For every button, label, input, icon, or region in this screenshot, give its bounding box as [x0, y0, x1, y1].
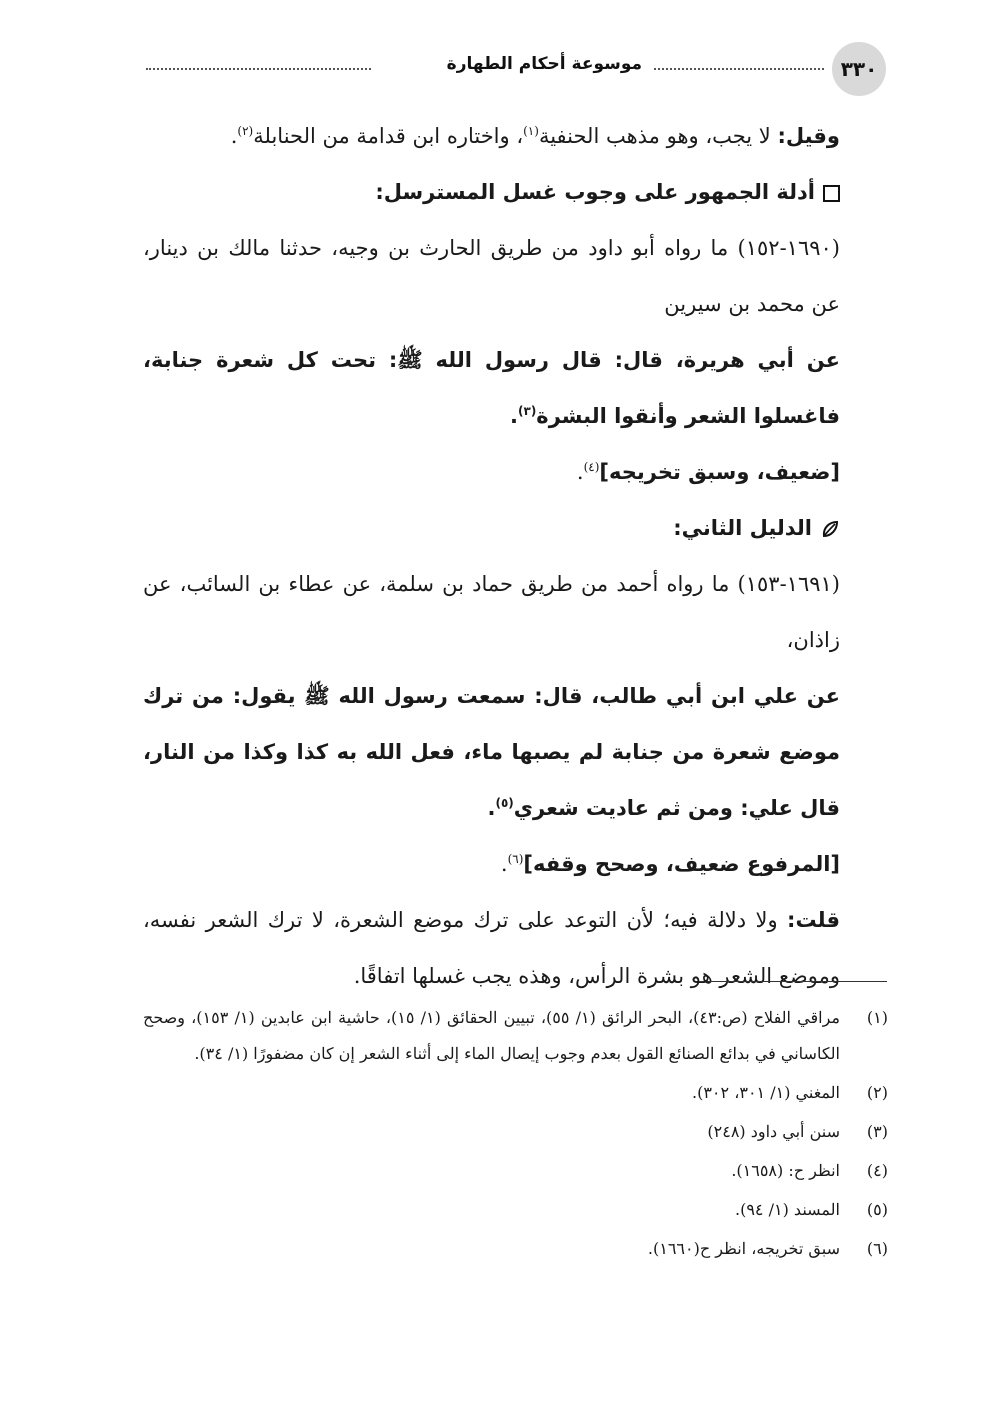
footnote-number: (١) — [866, 1008, 888, 1027]
footnote-text: المسند (١/ ٩٤). — [735, 1200, 840, 1219]
footnote-item — [143, 1192, 888, 1228]
footnote-item — [143, 1114, 888, 1150]
hadith2-matn-text: عن علي ابن أبي طالب، قال: سمعت رسول الله ﷺ يقول: من ترك موضع شعرة من جنابة لم يصبها ماء، فعل الله به كذا وكذا من النار، قال علي: ومن ثم عاديت شعري — [143, 684, 840, 820]
header-dotted-rule-left — [146, 68, 371, 70]
hadith2-grade — [143, 836, 888, 892]
footnote-ref-5[interactable]: (٥) — [495, 796, 514, 810]
hadith1-matn — [143, 332, 888, 444]
footnote-separator — [707, 981, 887, 982]
opinion-tail: . — [230, 124, 238, 148]
hadith1-grade — [143, 444, 888, 500]
footnote-text: المغني (١/ ٣٠١، ٣٠٢). — [692, 1083, 840, 1102]
footnotes — [143, 1000, 888, 1270]
hadith1-grade-tail: . — [576, 460, 584, 484]
main-text — [143, 108, 888, 1004]
footnote-ref-2[interactable]: (٢) — [237, 124, 254, 138]
footnote-text: سنن أبي داود (٢٤٨) — [707, 1122, 840, 1141]
conclusion-paragraph — [143, 892, 888, 1004]
footnote-number: (٣) — [866, 1122, 888, 1141]
checkbox-square-icon — [823, 185, 840, 202]
footnote-item — [143, 1153, 888, 1189]
footnote-number: (٢) — [866, 1083, 888, 1102]
hadith2-chain-text: (١٦٩١-١٥٣) ما رواه أحمد من طريق حماد بن سلمة، عن عطاء بن السائب، عن زاذان، — [143, 572, 840, 652]
page-number: ٣٣٠ — [832, 42, 886, 96]
footnote-ref-4[interactable]: (٤) — [583, 460, 600, 474]
footnote-item — [143, 1000, 888, 1072]
hadith1-matn-text: عن أبي هريرة، قال: قال رسول الله ﷺ: تحت كل شعرة جنابة، فاغسلوا الشعر وأنقوا البشرة — [143, 348, 840, 428]
footnote-number: (٥) — [866, 1200, 888, 1219]
footnote-number: (٦) — [866, 1239, 888, 1258]
hadith1-chain-text: (١٦٩٠-١٥٢) ما رواه أبو داود من طريق الحارث بن وجيه، حدثنا مالك بن دينار، عن محمد بن سيرين — [143, 236, 840, 316]
leaf-icon — [820, 519, 840, 539]
footnote-ref-3[interactable]: (٣) — [518, 404, 537, 418]
footnote-ref-1[interactable]: (١) — [523, 124, 539, 138]
footnote-ref-6[interactable]: (٦) — [507, 852, 524, 866]
opinion-text-a: لا يجب، وهو مذهب الحنفية — [538, 124, 778, 148]
section-heading — [143, 164, 888, 220]
hadith1-chain — [143, 220, 888, 332]
hadith2-grade-tail: . — [500, 852, 508, 876]
hadith1-tail: . — [510, 404, 518, 428]
section-heading-text: أدلة الجمهور على وجوب غسل المسترسل: — [375, 180, 815, 204]
opinion-lead: وقيل: — [777, 124, 840, 148]
book-title: موسوعة أحكام الطهارة — [446, 54, 642, 74]
sub-heading — [143, 500, 888, 556]
sub-heading-text: الدليل الثاني: — [673, 516, 812, 540]
footnote-text: انظر ح: (١٦٥٨). — [731, 1161, 840, 1180]
footnote-item — [143, 1231, 888, 1267]
footnote-item — [143, 1075, 888, 1111]
hadith1-grade-text: [ضعيف، وسبق تخريجه] — [599, 460, 840, 484]
hadith2-matn — [143, 668, 888, 836]
running-header — [140, 42, 886, 98]
conclusion-text: ولا دلالة فيه؛ لأن التوعد على ترك موضع الشعرة، لا ترك الشعر نفسه، وموضع الشعر هو بشرة الرأس، وهذه يجب غسلها اتفاقًا. — [143, 908, 840, 988]
paragraph-opinion — [143, 108, 888, 164]
footnote-text: مراقي الفلاح (ص:٤٣)، البحر الرائق (١/ ٥٥)، تبيين الحقائق (١/ ١٥)، حاشية ابن عابدين (١/ ١٥٣)، وصحح الكاساني في بدائع الصنائع القول بعدم وجوب إيصال الماء إلى أثناء الشعر إن كان مضفورًا (١/ ٣٤). — [143, 1008, 840, 1063]
footnote-number: (٤) — [866, 1161, 888, 1180]
conclusion-lead: قلت: — [787, 908, 840, 932]
footnote-text: سبق تخريجه، انظر ح(١٦٦٠). — [647, 1239, 840, 1258]
header-dotted-rule-right — [654, 68, 824, 70]
opinion-text-b: ، واختاره ابن قدامة من الحنابلة — [253, 124, 524, 148]
hadith2-grade-text: [المرفوع ضعيف، وصحح وقفه] — [523, 852, 840, 876]
hadith2-chain — [143, 556, 888, 668]
hadith2-tail: . — [487, 796, 496, 820]
